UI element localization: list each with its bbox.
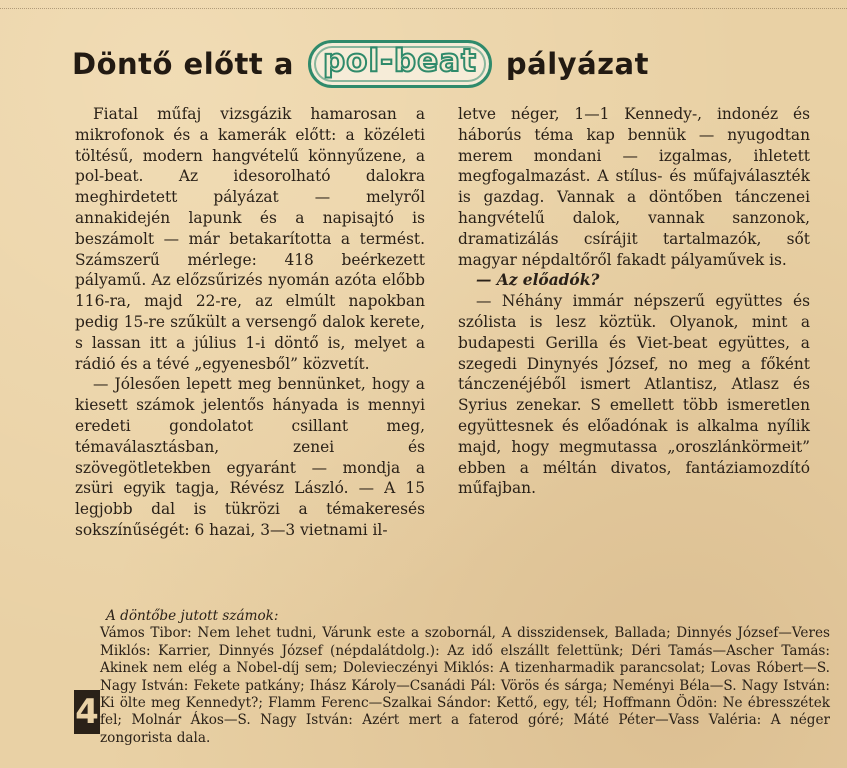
page-number: 4 xyxy=(75,692,99,732)
pol-beat-logo: pol-beat xyxy=(308,40,492,88)
finalists-list xyxy=(100,608,830,747)
headline-before: Döntő előtt a xyxy=(72,47,294,81)
left-column xyxy=(75,104,425,541)
paragraph-continued: letve néger, 1—1 Kennedy-, indonéz és háborús téma kap bennük — nyugodtan merem mondani — izgalmas, ihletett megfogalmazást. A stílus- és műfajválaszték is gazdag. Vannak a döntőben tánczenei hangvételű dalok, vannak sanzonok, dramatizálás csírájit tartalmazók, sőt magyar népdaltőről fakadt pályaművek is. xyxy=(458,105,810,269)
headline-after: pályázat xyxy=(505,47,649,81)
top-cut-edge xyxy=(0,0,847,9)
right-column xyxy=(458,104,810,499)
article-body xyxy=(75,104,823,604)
paragraph-intro: Fiatal műfaj vizsgázik hamarosan a mikrofonok és a kamerák előtt: a közéleti töltésű, modern hangvételű könnyűzene, a pol-beat. Az idesorolható dalokra meghirdetett pályázat — melyről annakidején lapunk és a napisajtó is beszámolt — már betakarította a termést. Számszerű mérlege: 418 beérkezett pályamű. Az előzsűrizés nyomán azóta előbb 116-ra, majd 22-re, az elmúlt napokban pedig 15-re szűkült a versengő dalok kerete, s lassan itt a július 1-i döntő is, melyet a rádió és a tévé „egyenesből” közvetít. xyxy=(75,105,425,373)
headline xyxy=(72,38,792,90)
paragraph-quote: — Jólesően lepett meg bennünket, hogy a kiesett számok jelentős hányada is mennyi eredeti gondolatot csillant meg, témaválasztásban, zenei és szövegötletekben egyaránt — mondja a zsüri egyik tagja, Révész László. — A 15 legjobb dal is tükrözi a témakeresés sokszínűségét: 6 hazai, 3—3 vietnami il- xyxy=(75,375,425,539)
paragraph-performers: — Néhány immár népszerű együttes és szólista is lesz köztük. Olyanok, mint a budapesti Gerilla és Viet-beat együttes, a szegedi Dinynyés József, no meg a főként tánczenéjéből ismert Atlantisz, Atlasz és Syrius zenekar. S emellett több ismeretlen együttesnek és előadónak is alkalma nyílik majd, hogy megmutassa „oroszlánkörmeit” ebben a méltán divatos, fantáziamozdító műfajban. xyxy=(458,292,810,498)
finalists-title: A döntőbe jutott számok: xyxy=(106,608,279,624)
question-performers: — Az előadók? xyxy=(476,271,600,290)
finalists-text: Vámos Tibor: Nem lehet tudni, Várunk este a szobornál, A disszidensek, Ballada; Dinnyés József—Veres Miklós: Karrier, Dinnyés József (népdalátdolg.): Az idő elszállt felettünk; Déri Tamás—Ascher Tamás: Akinek nem elég a Nobel-díj sem; Dolevieczényi Miklós: A tizenharmadik parancsolat; Lovas Róbert—S. Nagy István: Fekete patkány; Ihász Károly—Csanádi Pál: Vörös és sárga; Neményi Béla—S. Nagy István: Ki ölte meg Kennedyt?; Flamm Ferenc—Szalkai Sándor: Kettő, egy, tél; Hoffmann Ödön: Ne ébresszétek fel; Molnár Ákos—S. Nagy István: Azért mert a faterod góré; Máté Péter—Vass Valéria: A néger zongorista dala. xyxy=(100,625,830,746)
